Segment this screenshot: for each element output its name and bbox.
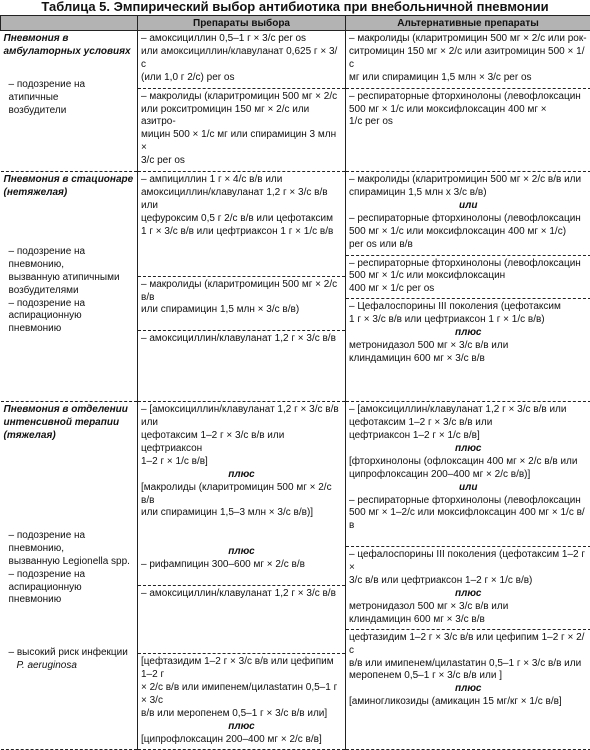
line: 1–2 г × 1/с в/в] — [141, 456, 342, 469]
table-row-ambulatory — [1, 31, 590, 172]
cell-ambulatory-section — [1, 31, 138, 172]
line: ситромицин 150 мг × 2/с или азитромицин 500 × 1/с — [349, 46, 588, 72]
line: [цефтазидим 1–2 г × 3/с в/в или цефипим 1–2 г — [141, 656, 342, 682]
line: – подозрение на пневмонию, — [9, 246, 135, 272]
line: в/в или имипенем/цилastатин 0,5–1 г × 3/с в/в или — [349, 658, 588, 671]
line: – Цефалоспорины III поколения (цефотаксим — [349, 301, 588, 314]
line: или амоксициллин/клавуланат 0,625 г × 3/с — [141, 46, 342, 72]
cell-alternative — [346, 402, 590, 750]
line: – амоксициллин/клавуланат 1,2 г × 3/с в/в — [141, 333, 342, 346]
line: – макролиды (кларитромицин 500 мг × 2/с в/в или — [349, 174, 588, 187]
line: – [амоксициллин/клавуланат 1,2 г × 3/с в/в или — [349, 404, 588, 417]
line: 500 мг × 1/с или моксифлоксацин 400 мг × — [349, 104, 588, 117]
cell-choice — [138, 172, 346, 402]
line: 1 г × 3/с в/в или цефтриаксон 1 г × 1/с в/в) — [349, 314, 588, 327]
header-choice: Препараты выбора — [138, 16, 346, 31]
subcase-label — [4, 298, 135, 337]
line: цефтазидим 1–2 г × 3/с в/в или цефипим 1–2 г × 2/с — [349, 632, 588, 658]
table-row-icu — [1, 402, 590, 750]
line: мицин 500 × 1/с мг или спирамицин 3 млн × — [141, 129, 342, 155]
line: аспирационную пневмонию — [9, 582, 135, 608]
line: (или 1,0 г 2/с) per os — [141, 72, 342, 85]
line: – цефалоспорины III поколения (цефотаксим 1–2 г × — [349, 549, 588, 575]
line: или спирамицин 1,5 млн × 3/с в/в) — [141, 304, 342, 317]
table-header-row — [1, 16, 590, 31]
header-alternative: Альтернативные препараты — [346, 16, 590, 31]
line: – [амоксициллин/клавуланат 1,2 г × 3/с в/в или — [141, 404, 342, 430]
line: – подозрение на пневмонию, — [9, 530, 135, 556]
header-empty — [1, 16, 138, 31]
subcase-label — [4, 79, 135, 118]
line: 3/с в/в или цефтриаксон 1–2 г × 1/с в/в) — [349, 575, 588, 588]
line: вызванную Legionella spp. — [9, 556, 135, 569]
line: – макролиды (кларитромицин 500 мг × 2/с в/в — [141, 279, 342, 305]
cell-alternative — [346, 172, 590, 402]
line: 500 мг × 1/с или моксифлоксацин 400 мг × 1/с) — [349, 226, 588, 239]
line: – респираторные фторхинолоны (левофлоксацин — [349, 258, 588, 271]
line: вызванную атипичными — [9, 272, 135, 285]
line: – подозрение на — [9, 569, 135, 582]
line: – макролиды (кларитромицин 500 мг × 2/с или рок- — [349, 33, 588, 46]
section-label: Пневмония в отделении интенсивной терапии (тяжелая) — [4, 404, 135, 443]
line: 1/с per os — [349, 116, 588, 129]
line: амоксициллин/клавуланат 1,2 г × 3/с в/в или — [141, 187, 342, 213]
subcase-label — [4, 530, 135, 569]
line: цефотаксим 1–2 г × 3/с в/в или — [349, 417, 588, 430]
plus-label: плюс — [349, 683, 588, 696]
table-title: Таблица 5. Эмпирический выбор антибиотика при внебольничной пневмонии — [0, 0, 590, 14]
line: цефуроксим 0,5 г 2/с в/в или цефотаксим — [141, 213, 342, 226]
antibiotic-table — [0, 15, 590, 750]
line: мг или спирамицин 1,5 млн × 3/с per os — [349, 72, 588, 85]
or-label: или — [349, 482, 588, 495]
line: [макролиды (кларитромицин 500 мг × 2/с в/в — [141, 482, 342, 508]
plus-label: плюс — [349, 327, 588, 340]
line: – подозрение на — [9, 298, 135, 311]
line: или рокситромицин 150 мг × 2/с или азитро- — [141, 104, 342, 130]
line: – респираторные фторхинолоны (левофлоксацин — [349, 213, 588, 226]
subcase-label — [4, 569, 135, 608]
line: спирамицин 1,5 млн х 3/с в/в) — [349, 187, 588, 200]
line: возбудителями — [9, 285, 135, 298]
cell-choice — [138, 402, 346, 750]
line: × 2/с в/в или имипенем/цилastатин 0,5–1 г × 3/с — [141, 682, 342, 708]
plus-label: плюс — [141, 469, 342, 482]
cell-choice — [138, 31, 346, 172]
cell-icu-section — [1, 402, 138, 750]
line: – рифампицин 300–600 мг × 2/с в/в — [141, 559, 342, 572]
line: – высокий риск инфекции — [9, 647, 135, 660]
plus-label: плюс — [349, 588, 588, 601]
line: метронидазол 500 мг × 3/с в/в или — [349, 340, 588, 353]
line: – респираторные фторхинолоны (левофлоксацин — [349, 91, 588, 104]
cell-hospital-section — [1, 172, 138, 402]
table-row-hospital — [1, 172, 590, 402]
subcase-label — [4, 647, 135, 673]
line: 1 г × 3/с в/в или цефтриаксон 1 г × 1/с в/в — [141, 226, 342, 239]
subcase-label — [4, 246, 135, 298]
line: P. aeruginosa — [9, 660, 135, 673]
line: метронидазол 500 мг × 3/с в/в или — [349, 601, 588, 614]
line: клиндамицин 600 мг × 3/с в/в — [349, 614, 588, 627]
cell-alternative — [346, 31, 590, 172]
line: цефтриаксон 1–2 г × 1/с в/в] — [349, 430, 588, 443]
plus-label: плюс — [141, 721, 342, 734]
line: [аминогликозиды (амикацин 15 мг/кг × 1/с в/в] — [349, 696, 588, 709]
line: клиндамицин 600 мг × 3/с в/в — [349, 353, 588, 366]
section-label: Пневмония в стационаре (нетяжелая) — [4, 174, 135, 200]
line: – амоксициллин/клавуланат 1,2 г × 3/с в/в — [141, 588, 342, 601]
or-label: или — [349, 200, 588, 213]
line: – макролиды (кларитромицин 500 мг × 2/с — [141, 91, 342, 104]
line: 400 мг × 1/с per os — [349, 283, 588, 296]
line: – ампициллин 1 г × 4/с в/в или — [141, 174, 342, 187]
line: [фторхинолоны (офлоксацин 400 мг × 2/с в/в или — [349, 456, 588, 469]
line: 500 мг × 1–2/с или моксифлоксацин 400 мг × 1/с в/в — [349, 507, 588, 533]
line: в/в или меропенем 0,5–1 г × 3/с в/в или] — [141, 708, 342, 721]
line: возбудители — [9, 105, 135, 118]
line: аспирационную пневмонию — [9, 310, 135, 336]
line: – подозрение на атипичные — [9, 79, 135, 105]
line: ципрофлоксацин 200–400 мг × 2/с в/в)] — [349, 469, 588, 482]
line: – респираторные фторхинолоны (левофлоксацин — [349, 495, 588, 508]
line: 3/с per os — [141, 155, 342, 168]
line: – амоксициллин 0,5–1 г × 3/с per os — [141, 33, 342, 46]
line: [ципрофлоксацин 200–400 мг × 2/с в/в] — [141, 734, 342, 747]
line: 500 мг × 1/с или моксифлоксацин — [349, 270, 588, 283]
line: меропенем 0,5–1 г × 3/с в/в или ] — [349, 670, 588, 683]
plus-label: плюс — [349, 443, 588, 456]
plus-label: плюс — [141, 546, 342, 559]
section-label: Пневмония в амбулаторных условиях — [4, 33, 135, 59]
line: per os или в/в — [349, 239, 588, 252]
line: цефотаксим 1–2 г × 3/с в/в или цефтриаксон — [141, 430, 342, 456]
line: или спирамицин 1,5–3 млн × 3/с в/в)] — [141, 507, 342, 520]
